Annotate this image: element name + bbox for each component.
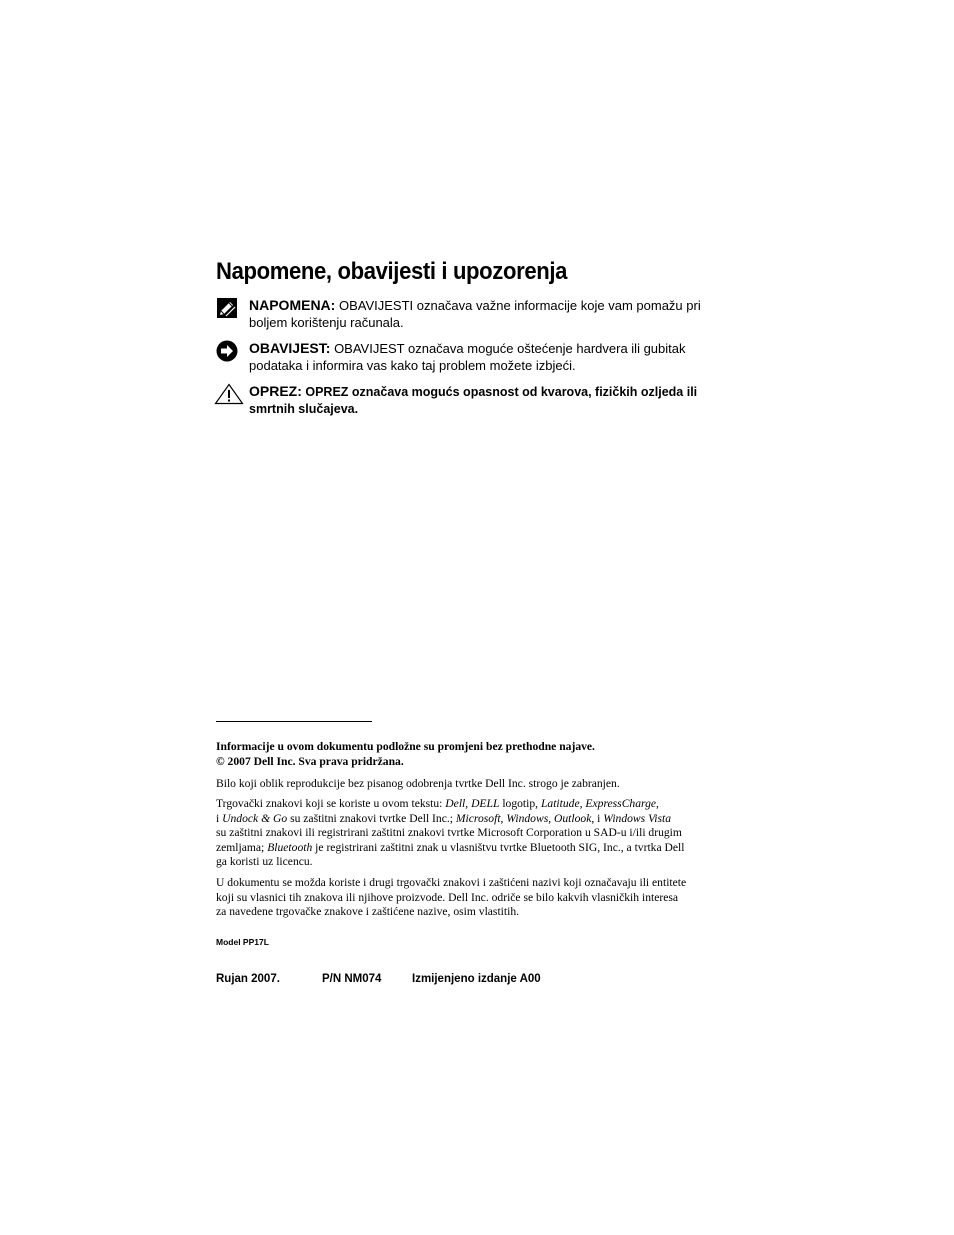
caution-text-line1: OPREZ označava mogućs opasnost od kvarova, fizičkih ozljeda ili	[305, 385, 698, 399]
note-label: NAPOMENA:	[249, 297, 336, 313]
other-line-2: koji su vlasnici tih znakova ili njihove proizvode. Dell Inc. odriče se bilo kakvih vlasničkih interesa	[216, 890, 679, 904]
arrow-circle-icon	[216, 340, 238, 366]
reproduction-paragraph	[216, 777, 716, 792]
legal-bold-block	[216, 740, 716, 769]
footnote-rule	[216, 721, 372, 722]
page-title: Napomene, obavijesti i upozorenja	[216, 258, 568, 285]
caution-text-line2: smrtnih slučajeva.	[249, 402, 359, 416]
warning-triangle-icon	[216, 383, 244, 409]
trademark-line-5: ga koristi uz licencu.	[216, 855, 313, 868]
notice-label: OBAVIJEST:	[249, 340, 331, 356]
other-line-1: U dokumentu se možda koriste i drugi trgovački znakovi i zaštićeni nazivi koji označavaju ili entitete	[216, 876, 687, 889]
notice-text-line1: OBAVIJEST označava moguće oštećenje hardvera ili gubitak	[334, 341, 686, 356]
copyright-line: © 2007 Dell Inc. Sva prava pridržana.	[216, 754, 404, 768]
trademark-line-1: Trgovački znakovi koji se koriste u ovom tekstu: Dell, DELL logotip, Latitude, ExpressCharge,	[216, 797, 659, 810]
trademark-line-2: i Undock & Go su zaštitni znakovi tvrtke Dell Inc.; Microsoft, Windows, Outlook, i Windows Vista	[216, 811, 672, 825]
reproduction-text: Bilo koji oblik reprodukcije bez pisanog odobrenja tvrtke Dell Inc. strogo je zabranjen.	[216, 777, 620, 790]
trademark-paragraph	[216, 797, 716, 870]
footer-revision: Izmijenjeno izdanje A00	[412, 973, 541, 985]
pencil-note-icon	[216, 297, 238, 323]
other-trademarks-paragraph	[216, 876, 716, 920]
caution-label: OPREZ:	[249, 383, 302, 399]
note-text-line2: boljem korištenju računala.	[249, 315, 404, 330]
other-line-3: za navedene trgovačke znakove i zaštićene nazive, osim vlastitih.	[216, 905, 520, 918]
model-number: Model PP17L	[216, 937, 269, 947]
trademark-line-3: su zaštitni znakovi ili registrirani zaštitni znakovi tvrtke Microsoft Corporation u SAD-u i/ili drugim	[216, 826, 682, 839]
trademark-line-4: zemljama; Bluetooth je registrirani zaštitni znak u vlasništvu tvrtke Bluetooth SIG, Inc., a tvrtka Dell	[216, 840, 685, 854]
footer-part-number: P/N NM074	[322, 973, 382, 985]
legal-change-notice: Informacije u ovom dokumentu podložne su promjeni bez prethodne najave.	[216, 740, 595, 753]
notice-text-line2: podataka i informira vas kako taj problem možete izbjeći.	[249, 358, 576, 373]
footer-date: Rujan 2007.	[216, 973, 280, 985]
note-text-line1: OBAVIJESTI označava važne informacije koje vam pomažu pri	[338, 298, 701, 313]
